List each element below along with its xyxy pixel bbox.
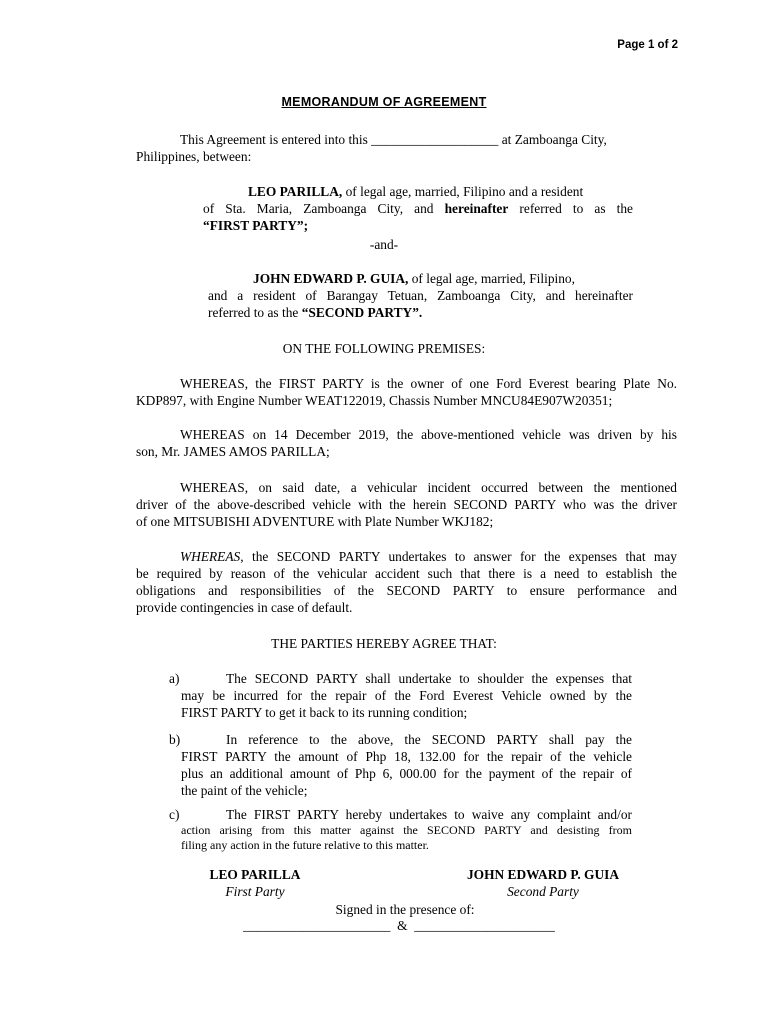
first-party-line xyxy=(203,200,633,217)
intro-line: This Agreement is entered into this ___________________ at Zamboanga City, xyxy=(180,132,607,147)
second-party-text: of legal age, married, Filipino, xyxy=(408,271,575,286)
whereas-text: , the SECOND PARTY undertakes to answer for the expenses that may xyxy=(240,549,677,564)
list-item-line: In reference to the above, the SECOND PARTY shall pay the xyxy=(226,732,632,747)
whereas-paragraph-3 xyxy=(136,479,677,530)
second-party-line: and a resident of Barangay Tetuan, Zamboanga City, and hereinafter xyxy=(208,288,633,303)
second-party-name: JOHN EDWARD P. GUIA, xyxy=(253,271,409,286)
list-item-line: The FIRST PARTY hereby undertakes to waive any complaint and/or xyxy=(226,807,632,822)
whereas-line: be required by reason of the vehicular accident such that there is a need to establish the xyxy=(136,566,677,581)
first-party-text: of Sta. Maria, Zamboanga City, and xyxy=(203,201,445,216)
list-item-label: b) xyxy=(169,732,181,747)
whereas-paragraph-1 xyxy=(136,375,677,409)
whereas-paragraph-4 xyxy=(136,548,677,616)
list-item-line: FIRST PARTY to get it back to its running condition; xyxy=(181,705,468,720)
list-item-label: a) xyxy=(169,671,180,686)
second-party-signature-role: Second Party xyxy=(507,884,579,899)
first-party-designation: “FIRST PARTY”; xyxy=(203,218,309,233)
second-party-signature-name: JOHN EDWARD P. GUIA xyxy=(466,867,620,882)
list-item-label: c) xyxy=(169,807,180,822)
list-item-line: filing any action in the future relative to this matter. xyxy=(181,838,429,852)
list-item xyxy=(181,731,632,799)
whereas-italic-word: WHEREAS xyxy=(180,549,241,564)
list-item xyxy=(181,670,632,721)
whereas-line: obligations and responsibilities of the SECOND PARTY to ensure performance and xyxy=(136,583,677,598)
first-party-signature-role: First Party xyxy=(225,884,285,899)
list-item-line: FIRST PARTY the amount of Php 18, 132.00 for the repair of the vehicle xyxy=(181,749,632,764)
document-title xyxy=(0,94,768,111)
witness-signature-lines: ______________________ & _____________________ xyxy=(243,918,555,933)
agree-heading: THE PARTIES HEREBY AGREE THAT: xyxy=(271,636,497,651)
intro-paragraph xyxy=(136,131,677,165)
and-separator: -and- xyxy=(369,237,399,252)
whereas-line: driver of the above-described vehicle with the herein SECOND PARTY who was the driver xyxy=(136,497,677,512)
intro-line: Philippines, between: xyxy=(136,149,252,164)
second-party-line xyxy=(208,270,633,287)
first-party-paragraph xyxy=(203,183,633,234)
second-party-text: referred to as the xyxy=(208,305,302,320)
list-item-line: plus an additional amount of Php 6, 000.00 for the payment of the repair of xyxy=(181,766,632,781)
list-item-line: action arising from this matter against the SECOND PARTY and desisting from xyxy=(181,823,632,837)
whereas-line xyxy=(136,548,677,565)
first-party-name: LEO PARILLA, xyxy=(248,184,343,199)
whereas-paragraph-2 xyxy=(136,426,677,460)
second-party-designation: “SECOND PARTY”. xyxy=(301,305,423,320)
first-party-line xyxy=(203,183,633,200)
second-party-line xyxy=(208,304,633,321)
list-item-line: The SECOND PARTY shall undertake to shoulder the expenses that xyxy=(226,671,632,686)
hereinafter-term: hereinafter xyxy=(444,201,509,216)
whereas-line: KDP897, with Engine Number WEAT122019, Chassis Number MNCU84E907W20351; xyxy=(136,393,613,408)
whereas-line: provide contingencies in case of default. xyxy=(136,600,353,615)
first-party-signature-name: LEO PARILLA xyxy=(209,867,301,882)
whereas-line: WHEREAS, on said date, a vehicular incident occurred between the mentioned xyxy=(180,480,677,495)
first-party-text: referred to as the xyxy=(508,201,634,216)
list-item-line: may be incurred for the repair of the Ford Everest Vehicle owned by the xyxy=(181,688,632,703)
whereas-line: WHEREAS on 14 December 2019, the above-mentioned vehicle was driven by his xyxy=(180,427,677,442)
page-number: Page 1 of 2 xyxy=(617,39,678,51)
second-party-paragraph xyxy=(208,270,633,321)
list-item-line: the paint of the vehicle; xyxy=(181,783,308,798)
list-item xyxy=(181,806,632,853)
first-party-text: of legal age, married, Filipino and a resident xyxy=(342,184,584,199)
premises-heading: ON THE FOLLOWING PREMISES: xyxy=(282,341,486,356)
whereas-line: WHEREAS, the FIRST PARTY is the owner of one Ford Everest bearing Plate No. xyxy=(180,376,677,391)
title-text: MEMORANDUM OF AGREEMENT xyxy=(281,95,487,109)
witness-heading: Signed in the presence of: xyxy=(335,902,475,917)
whereas-line: of one MITSUBISHI ADVENTURE with Plate Number WKJ182; xyxy=(136,514,494,529)
whereas-line: son, Mr. JAMES AMOS PARILLA; xyxy=(136,444,330,459)
